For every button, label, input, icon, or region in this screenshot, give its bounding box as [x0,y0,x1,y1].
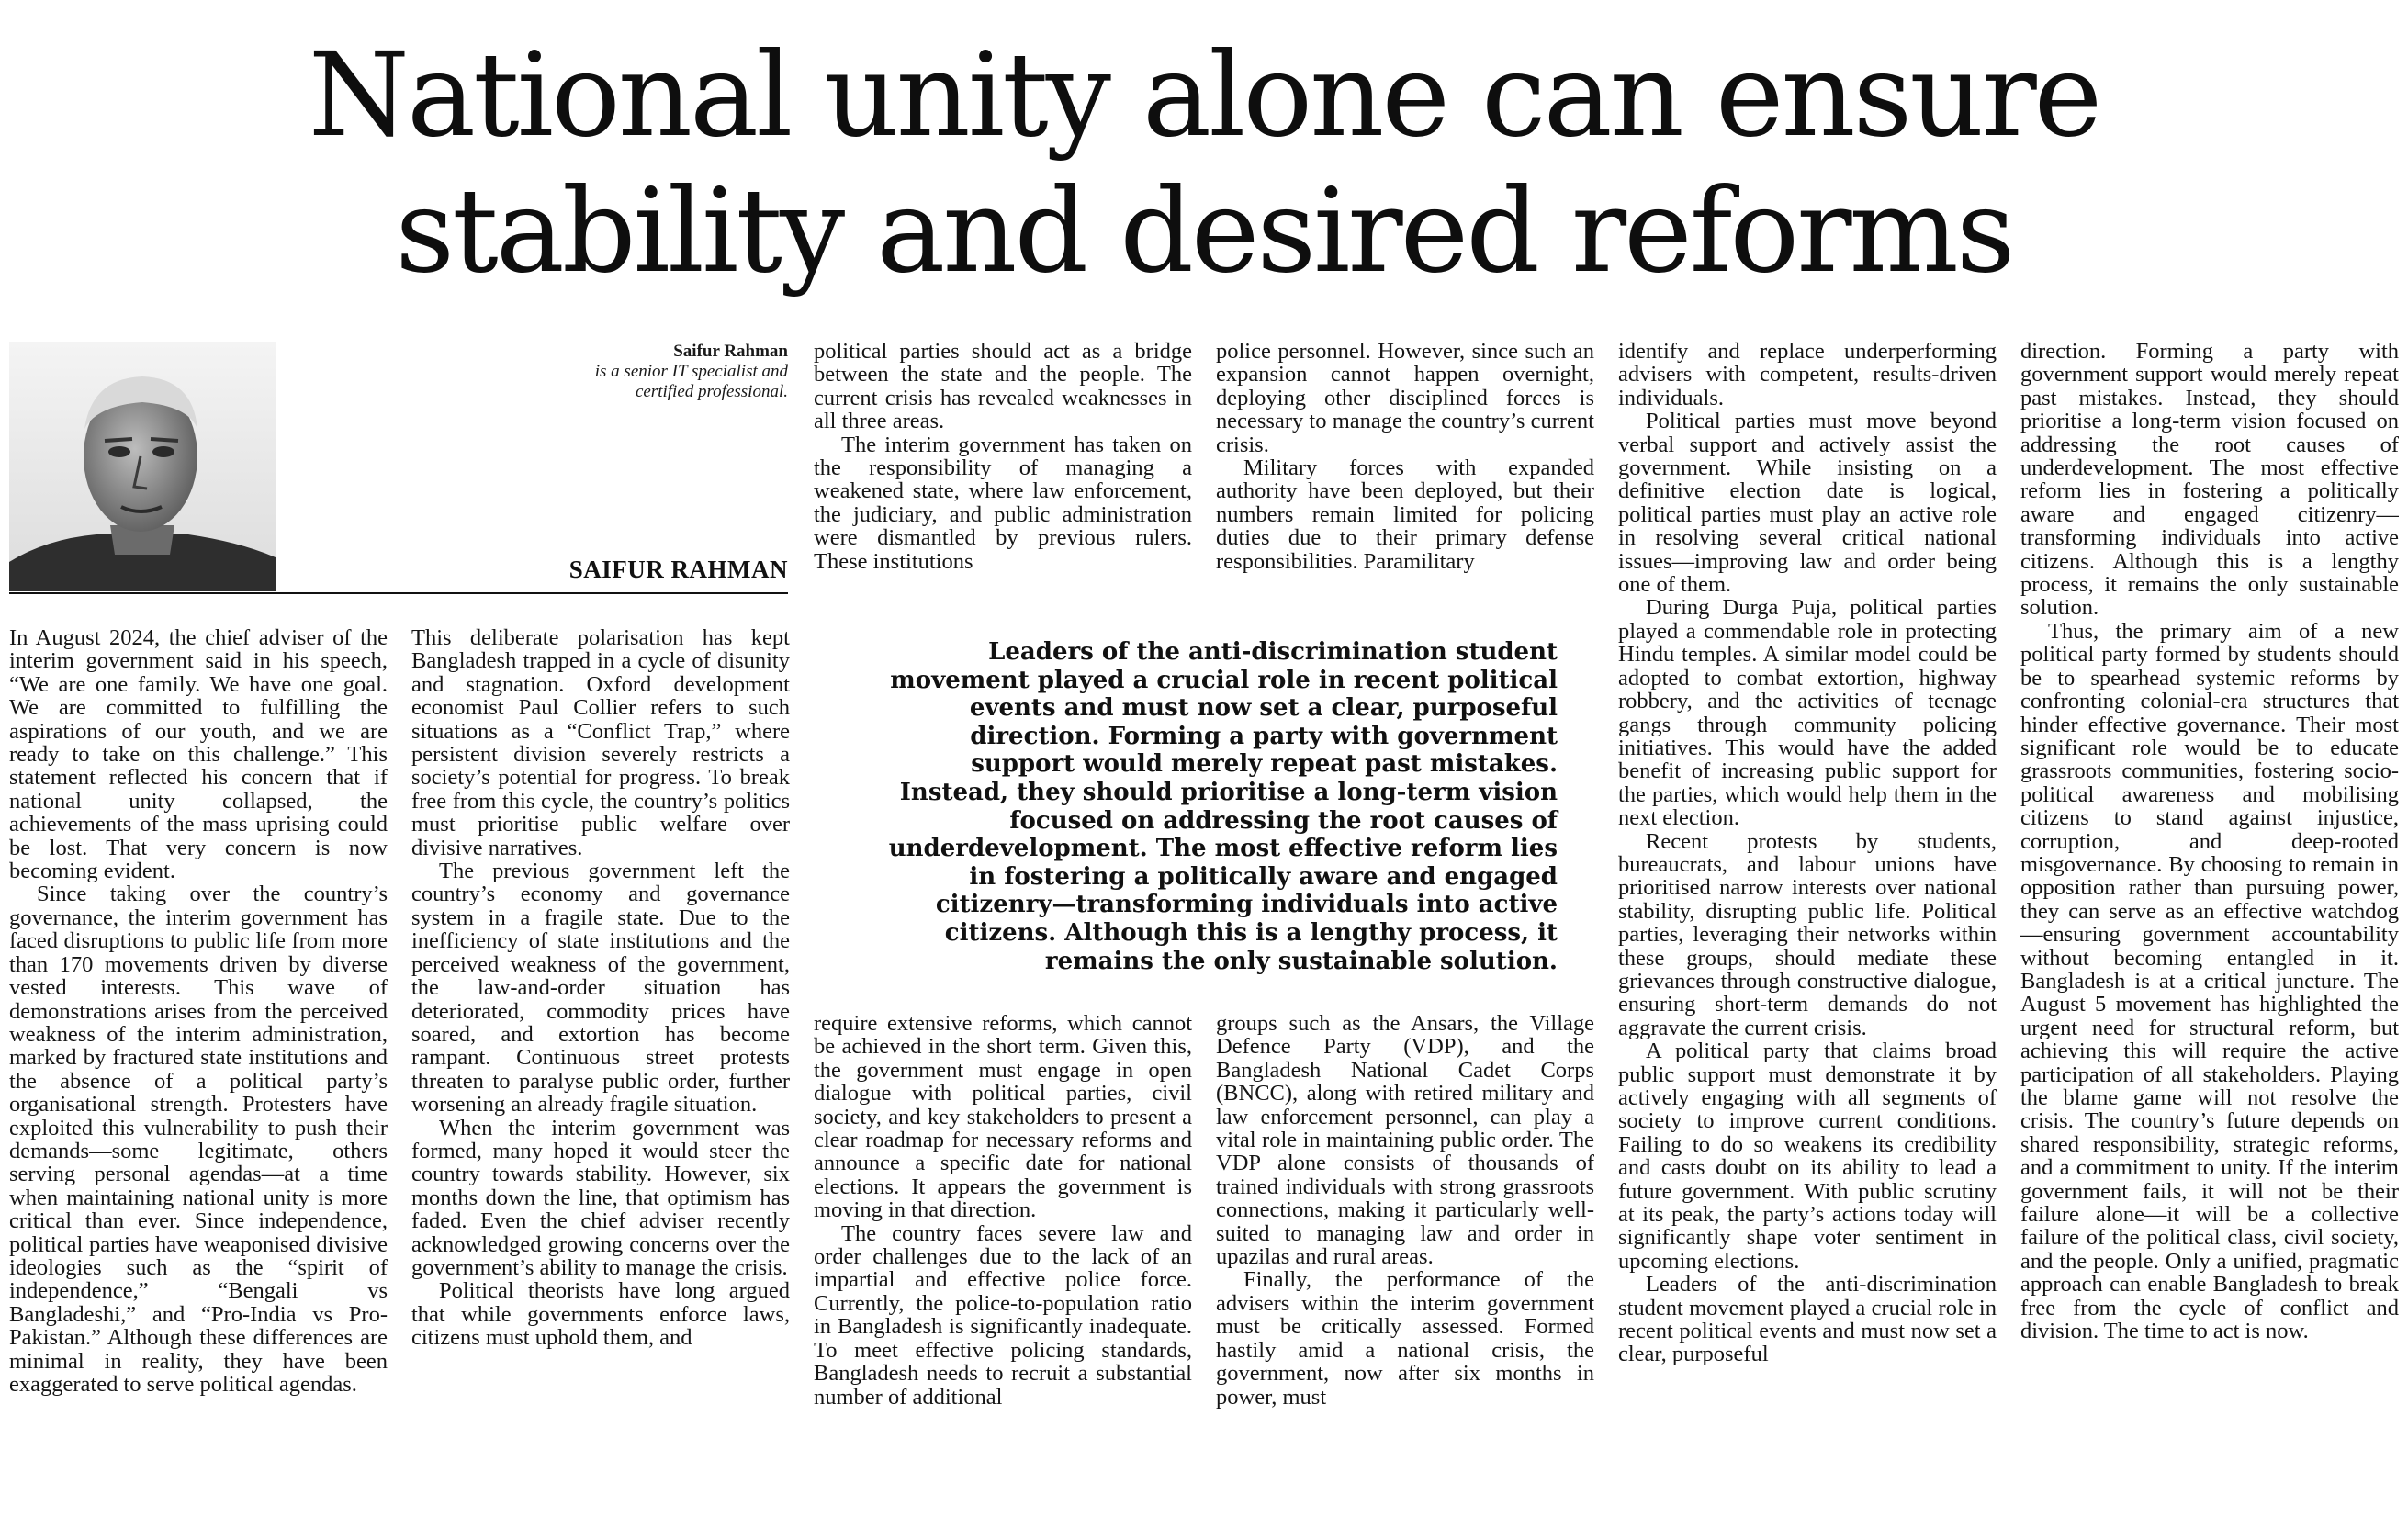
paragraph: Military forces with expanded authority have been deployed, but their numbers remain limited for policing duties due to their primary defense responsibilities. Paramilitary [1216,455,1594,574]
paragraph: The previous government left the country’s economy and governance system in a fragile state. Due to the inefficiency of state institutions and the perceived weakness of the government, the law-and-order situation has deteriorated, commodity prices have soared, and extortion has become rampant. Continuous street protests threaten to paralyse public order, further worsening an already fragile situation. [411,859,790,1118]
author-name: Saifur Rahman [673,342,788,361]
paragraph: The country faces severe law and order challenges due to the lack of an impartial and effective police force. Currently, the police-to-population ratio in Bangladesh is significantly inadequate. To meet effective policing standards, Bangladesh needs to recruit a substantial number of additional [814,1220,1192,1410]
article-column-3-bottom [814,1012,1192,1522]
author-photo [9,342,276,591]
article-column-4-top [1216,340,1594,597]
article-column-4-bottom [1216,1012,1594,1522]
paragraph: When the interim government was formed, many hoped it would steer the country towards stability. However, six months down the line, that optimism has faded. Even the chief adviser recently acknowledged growing concerns over the government’s ability to manage the crisis. [411,1115,790,1280]
article-column-6 [2020,340,2399,1522]
paragraph: Thus, the primary aim of a new political party formed by students should be to spearhead systemic reforms by confronting colonial-era structures that hinder effective governance. Their most significant role would be to educate grassroots communities, fostering socio-political awareness and mobilising citizens to stand against injustice, corruption, and deep-rooted misgovernance. By choosing to remain in opposition rather than pursuing power, they can serve as an effective watchdog—ensuring government accountability without becoming entangled in it. Bangladesh is at a critical juncture. The August 5 movement has highlighted the urgent need for structural reform, but achieving this will require the active participation of all stakeholders. Playing the blame game will not resolve the crisis. The country’s future depends on shared responsibility, strategic reforms, and a commitment to unity. If the interim government fails, it will not be their failure alone—it will be a collective failure of the political class, civil society, and the people. Only a unified, pragmatic approach can enable Bangladesh to break free from the cycle of conflict and division. The time to act is now. [2020,618,2399,1344]
paragraph: groups such as the Ansars, the Village Defence Party (VDP), and the Bangladesh National Cadet Corps (BNCC), along with retired military and law enforcement personnel, can play a vital role in maintaining public order. The VDP alone consists of thousands of trained individuals with strong grassroots connections, making it particularly well-suited to managing law and order in upazilas and rural areas. [1216,1012,1594,1270]
article-column-1 [9,626,388,1522]
headline-line-1: National unity alone can ensure [308,28,2100,163]
author-description-line-1: is a senior IT specialist and [594,362,788,381]
pull-quote: Leaders of the anti-discrimination student movement played a crucial role in recent political events and must now set a clear, purposeful direction. Forming a party with government support would merely repeat past mistakes. Instead, they should prioritise a long-term vision focused on addressing the root causes of underdevelopment. The most effective reform lies in fostering a politically aware and engaged citizenry—transforming individuals into active citizens. Although this is a lengthy process, it remains the only sustainable solution. [888,638,1558,975]
paragraph: The interim government has taken on the responsibility of managing a weakened state, where law enforcement, the judiciary, and public administration were dismantled by previous rulers. These institutions [814,432,1192,574]
author-credit [551,342,788,402]
paragraph: In August 2024, the chief adviser of the interim government said in his speech, “We are one family. We have one goal. We are committed to fulfilling the aspirations of our youth, and we are ready to take on this challenge.” This statement reflected his concern that if national unity collapsed, the achievements of the mass uprising could be lost. That very concern is now becoming evident. [9,626,388,884]
article-column-5 [1618,340,1997,1522]
paragraph: Since taking over the country’s governance, the interim government has faced disruptions to public life from more than 170 movements driven by diverse vested interests. This wave of demonstrations arises from the perceived weakness of the interim administration, marked by fractured state institutions and the absence of a political party’s organisational strength. Protesters have exploited this vulnerability to push their demands—some legitimate, others serving personal agendas—at a time when maintaining national unity is more critical than ever. Since independence, political parties have weaponised divisive ideologies such as the “spirit of independence,” “Bengali vs Bangladeshi,” and “Pro-India vs Pro-Pakistan.” Although these differences are minimal in reality, they have been exaggerated to serve political agendas. [9,882,388,1397]
paragraph: direction. Forming a party with government support would merely repeat past mistakes. Instead, they should prioritise a long-term vision focused on addressing the root causes of underdevelopment. The most effective reform lies in fostering a politically aware and engaged citizenry—transforming individuals into active citizens. Although this is a lengthy process, it remains the only sustainable solution. [2020,340,2399,621]
author-byline: SAIFUR RAHMAN [568,556,788,583]
article-column-3-top [814,340,1192,597]
paragraph: Recent protests by students, bureaucrats, and labour unions have prioritised narrow interests over national stability, disrupting public life. Political parties, leveraging their networks within these groups, should mediate these grievances through constructive dialogue, ensuring short-term demands do not aggravate the current crisis. [1618,828,1997,1040]
paragraph: political parties should act as a bridge between the state and the people. The current crisis has revealed weaknesses in all three areas. [814,340,1192,434]
paragraph: require extensive reforms, which cannot be achieved in the short term. Given this, the government must engage in open dialogue with political parties, civil society, and key stakeholders to present a clear roadmap for necessary reforms and announce a specific date for national elections. It appears the government is moving in that direction. [814,1012,1192,1223]
paragraph: police personnel. However, since such an expansion cannot happen overnight, deploying other disciplined forces is necessary to manage the country’s current crisis. [1216,340,1594,457]
paragraph: Finally, the performance of the advisers within the interim government must be critically assessed. Formed hastily amid a national crisis, the government, now after six months in power, must [1216,1267,1594,1410]
paragraph: Leaders of the anti-discrimination student movement played a crucial role in recent political events and must now set a clear, purposeful [1618,1272,1997,1367]
byline-rule [9,592,788,594]
headline-line-2: stability and desired reforms [395,163,2013,298]
paragraph: This deliberate polarisation has kept Bangladesh trapped in a cycle of disunity and stagnation. Oxford development economist Paul Collier refers to such situations as a “Conflict Trap,” where persistent division severely restricts a society’s potential for progress. To break free from this cycle, the country’s politics must prioritise public welfare over divisive narratives. [411,626,790,860]
paragraph: Political parties must move beyond verbal support and actively assist the government. While insisting on a definitive election date is logical, political parties must play an active role in resolving several critical national issues—improving law and order being one of them. [1618,409,1997,598]
author-portrait-icon [9,342,276,591]
paragraph: During Durga Puja, political parties played a commendable role in protecting Hindu temples. A similar model could be adopted to combat extortion, highway robbery, and the activities of teenage gangs through community policing initiatives. This would have the added benefit of increasing public support for the parties, which would help them in the next election. [1618,595,1997,831]
headline [0,28,2408,299]
paragraph: Political theorists have long argued that while governments enforce laws, citizens must uphold them, and [411,1278,790,1351]
article-column-2 [411,626,790,1522]
paragraph: identify and replace underperforming advisers with competent, results-driven individuals. [1618,340,1997,410]
author-description-line-2: certified professional. [635,382,788,401]
paragraph: A political party that claims broad public support must demonstrate it by actively engaging with all segments of society to improve current conditions. Failing to do so weakens its credibility and casts doubt on its ability to lead a future government. With public scrutiny at its peak, the party’s actions today will significantly shape voter sentiment in upcoming elections. [1618,1039,1997,1274]
